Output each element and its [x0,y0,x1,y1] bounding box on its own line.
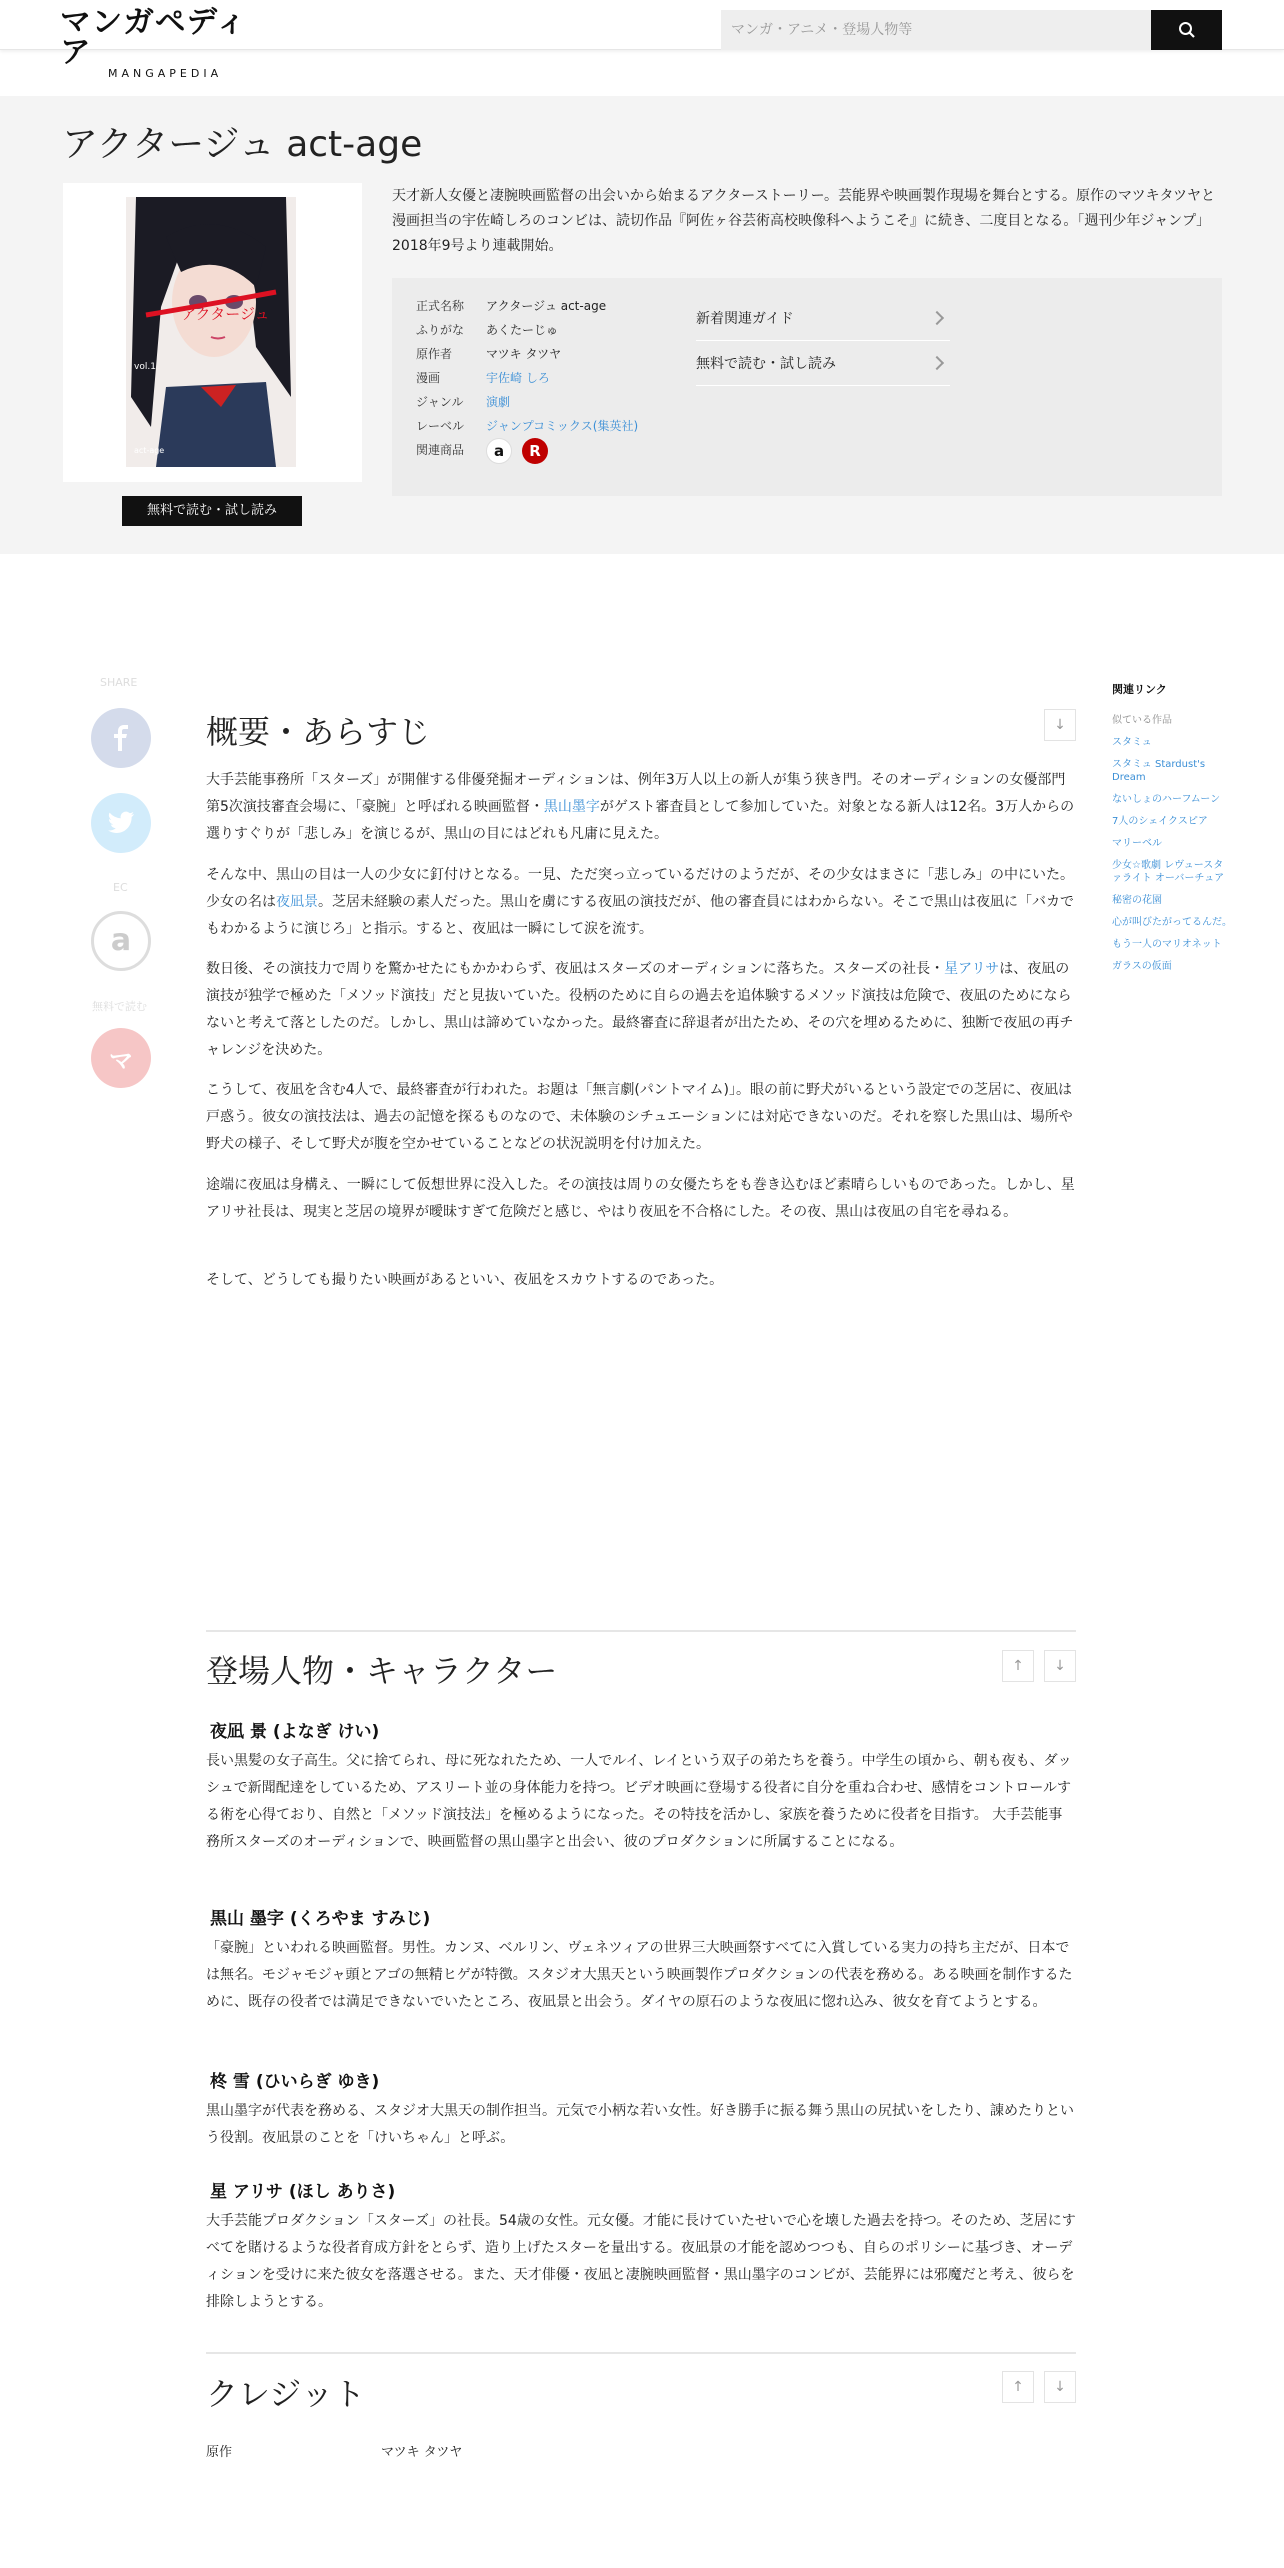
new-guide-link[interactable] [696,296,950,341]
credit-key: 原作 [206,2445,233,2460]
free-read-label: 無料で読む [92,1000,147,1013]
related-link[interactable]: 心が叫びたがってるんだ。 [1112,917,1232,928]
section-divider [206,1630,1076,1632]
info-row-furigana [416,318,638,342]
related-link[interactable]: もう一人のマリオネット [1112,939,1222,950]
genre-link[interactable]: 演劇 [486,395,511,409]
characters-down-button[interactable] [1044,1650,1076,1682]
twitter-icon [107,811,135,835]
svg-text:アクタージュ: アクタージュ [181,305,270,323]
facebook-icon [111,725,131,751]
related-link[interactable]: スタミュ Stardust's Dream [1112,759,1206,783]
arrow-down-icon: ↓ [1054,717,1066,733]
related-link[interactable]: マリーベル [1112,838,1162,849]
side-link-label: 新着関連ガイド [696,311,794,327]
info-value: あくたーじゅ [486,323,559,337]
credit-value: マツキ タツヤ [381,2445,463,2460]
overview-paragraph [206,1267,1076,1294]
info-row-official-name [416,294,638,318]
info-key: 正式名称 [416,299,465,313]
logo-main-text: マンガペディア [60,5,248,70]
chevron-right-icon [930,311,944,325]
chevron-right-icon [930,356,944,370]
credits-down-button[interactable] [1044,2371,1076,2403]
related-link[interactable]: ガラスの仮面 [1112,961,1172,972]
side-links [696,296,950,386]
overview-paragraph [206,862,1076,943]
work-summary: 天才新人女優と凄腕映画監督の出会いから始まるアクターストーリー。芸能界や映画製作現場を舞台とする。原作のマツキタツヤと漫画担当の宇佐崎しろのコンビは、読切作品『阿佐ヶ谷芸術高校映像科へようこそ』に続き、二度目となる。「週刊少年ジャンプ」2018年9号より連載開始。 [392,188,1216,254]
paragraph-text: がゲスト審査員として参加していた。対象となる新人は12名。3万人からの選りすぐりが「悲しみ」を演じるが、黒山の目にはどれも凡庸に見えた。 [206,799,1075,842]
artist-link[interactable]: 宇佐崎 しろ [486,371,550,385]
overview-paragraph [206,767,1076,848]
info-row-artist [416,366,638,390]
svg-text:vol.1: vol.1 [134,362,156,372]
info-value: マツキ タツヤ [486,347,562,361]
ec-label: EC [113,881,128,894]
characters-up-button[interactable] [1002,1650,1034,1682]
paragraph-text: は、夜凪の演技が独学で極めた「メソッド演技」だと見抜いていた。役柄のために自らの過去を追体験するメソッド演技は危険で、夜凪のためにならないと考えて落としたのだ。しかし、黒山は諦めていなかった。最終審査に辞退者が出たため、その穴を埋めるために、独断で夜凪の再チャレンジを決めた。 [206,961,1074,1058]
page-title: アクタージュ act-age [62,124,423,165]
info-row-author [416,342,638,366]
site-logo[interactable] [60,5,262,80]
info-row-label [416,414,638,438]
search-icon [1178,21,1196,39]
arrow-up-icon: ↑ [1012,1658,1024,1674]
site-header [0,0,1284,80]
character-link-kuroyama[interactable]: 黒山墨字 [543,799,600,815]
share-label: SHARE [100,676,138,689]
amazon-icon[interactable]: a [486,438,512,464]
related-category: 似ている作品 [1112,715,1172,726]
overview-down-button[interactable] [1044,709,1076,741]
work-info-table [416,294,638,462]
character-description: 大手芸能プロダクション「スターズ」の社長。54歳の女性。元女優。才能に長けていたせいで心を壊した過去を持つ。そのため、芝居にすべてを賭けるような役者育成方針をとらず、造り上げたスターを量出する。夜凪景の才能を認めつつも、自らのポリシーに基づき、オーディションを受けに来た彼女を落選させる。また、天才俳優・夜凪と凄腕映画監督・黒山墨字のコンビが、芸能界には邪魔だと考え、彼らを排除しようとする。 [206,2213,1076,2310]
amazon-share-button[interactable] [91,911,151,971]
paragraph-text: 数日後、その演技力で周りを驚かせたにもかかわらず、夜凪はスターズのオーディションに落ちた。スターズの社長・ [206,961,945,977]
related-links [1112,681,1232,982]
character-name: 夜凪 景 (よなぎ けい) [210,1722,380,1742]
twitter-share-button[interactable] [91,793,151,853]
related-link[interactable]: ないしょのハーフムーン [1112,794,1221,805]
free-read-link[interactable] [696,341,950,386]
credits-title: クレジット [206,2375,366,2413]
info-key: 関連商品 [416,443,465,457]
info-key: ジャンル [416,395,464,409]
logo-sub-text: MANGAPEDIA [108,67,223,80]
info-row-products [416,438,638,462]
product-icons [486,438,548,462]
info-key: 漫画 [416,371,441,385]
info-value: アクタージュ act-age [486,299,607,313]
svg-text:act-age: act-age [134,446,165,455]
overview-title: 概要・あらすじ [206,713,431,751]
character-description: 黒山墨字が代表を務める、スタジオ大黒天の制作担当。元気で小柄な若い女性。好き勝手に振る舞う黒山の尻拭いをしたり、諌めたりという役割。夜凪景のことを「けいちゃん」と呼ぶ。 [206,2103,1074,2146]
related-link[interactable]: 少女☆歌劇 レヴュースタァライト オーバーチュア [1112,860,1225,884]
info-key: ふりがな [416,323,465,337]
overview-paragraph [206,1172,1076,1226]
paragraph-text: そんな中、黒山の目は一人の少女に釘付けとなる。一見、ただ突っ立っているだけのようだが、その少女はまさに「悲しみ」の中にいた。少女の名は [206,867,1074,910]
related-link[interactable]: 7人のシェイクスピア [1112,816,1208,827]
overview-paragraph [206,956,1076,1064]
cover-image[interactable] [126,197,296,467]
character-name: 星 アリサ (ほし ありさ) [210,2182,396,2202]
work-info-box [392,278,1222,496]
related-title: 関連リンク [1112,683,1167,696]
free-read-share-button[interactable] [91,1028,151,1088]
characters-title: 登場人物・キャラクター [206,1652,558,1690]
related-link[interactable]: 秘密の花園 [1112,895,1162,906]
label-link[interactable]: ジャンプコミックス(集英社) [486,419,639,433]
character-description: 「豪腕」といわれる映画監督。男性。カンヌ、ベルリン、ヴェネツィアの世界三大映画祭すべてに入賞している実力の持ち主だが、日本では無名。モジャモジャ頭とアゴの無精ヒゲが特徴。スタジオ大黒天という映画製作プロダクションの代表を務める。ある映画を制作するために、既存の役者では満足できないでいたところ、夜凪景と出会う。ダイヤの原石のような夜凪に惚れ込み、彼女を育てようとする。 [206,1940,1073,2010]
character-name: 柊 雪 (ひいらぎ ゆき) [210,2072,380,2092]
arrow-up-icon: ↑ [1012,2379,1024,2395]
paragraph-text: こうして、夜凪を含む4人で、最終審査が行われた。お題は「無言劇(パントマイム)」。眼の前に野犬がいるという設定での芝居に、夜凪は戸惑う。彼女の演技法は、過去の記憶を探るものなので、未体験のシチュエーションには対応できないのだ。それを察した黒山は、場所や野犬の様子、そして野犬が腹を空かせていることなどの状況説明を付け加えた。 [206,1082,1073,1152]
overview-paragraph [206,1077,1076,1158]
info-row-genre [416,390,638,414]
section-divider [206,2352,1076,2354]
character-name: 黒山 墨字 (くろやま すみじ) [210,1909,431,1929]
credits-up-button[interactable] [1002,2371,1034,2403]
search-button[interactable] [1151,10,1222,50]
search-input[interactable]: マンガ・アニメ・登場人物等 [721,10,1151,50]
info-key: 原作者 [416,347,453,361]
paragraph-text: 大手芸能事務所「スターズ」が開催する俳優発掘オーディションは、例年3万人以上の新人が集う狭き門。そのオーディションの女優部門第5次演技審査会場に、「豪腕」と呼ばれる映画監督・ [206,772,1066,815]
character-link-hoshi[interactable]: 星アリサ [944,961,1000,977]
character-link-yonagi[interactable]: 夜凪景 [276,894,318,910]
rakuten-icon[interactable]: R [522,438,548,464]
side-link-label: 無料で読む・試し読み [696,356,836,372]
free-read-icon: マ [109,1046,133,1075]
amazon-share-icon: a [110,923,132,958]
related-link[interactable]: スタミュ [1112,737,1152,748]
character-description: 長い黒髪の女子高生。父に捨てられ、母に死なれたため、一人でルイ、レイという双子の弟たちを養う。中学生の頃から、朝も夜も、ダッシュで新聞配達をしているため、アスリート並の身体能力を持つ。ビデオ映画に登場する役者に自分を重ね合わせ、感情をコントロールする術を心得ており、自然と「メソッド演技法」を極めるようになった。その特技を活かし、家族を養うために役者を目指す。 大手芸能事務所スターズのオーディションで、映画監督の黒山墨字と出会い、彼のプロダクションに所属することになる。 [206,1753,1072,1850]
paragraph-text: 。芝居未経験の素人だった。黒山を虜にする夜凪の演技だが、他の審査員にはわからない。そこで黒山は夜凪に「バカでもわかるように演じろ」と指示。すると、夜凪は一瞬にして涙を流す。 [206,894,1074,937]
arrow-down-icon: ↓ [1054,2379,1066,2395]
paragraph-text: 途端に夜凪は身構え、一瞬にして仮想世界に没入した。その演技は周りの女優たちをも巻き込むほど素晴らしいものであった。しかし、星アリサ社長は、現実と芝居の境界が曖昧すぎて危険だと感じ、やはり夜凪を不合格にした。その夜、黒山は夜凪の自宅を尋ねる。 [206,1177,1075,1220]
info-key: レーベル [416,419,465,433]
paragraph-text: そして、どうしても撮りたい映画があるといい、夜凪をスカウトするのであった。 [206,1272,724,1288]
arrow-down-icon: ↓ [1054,1658,1066,1674]
cover-frame [63,183,362,482]
trial-read-button[interactable]: 無料で読む・試し読み [122,496,302,526]
facebook-share-button[interactable] [91,708,151,768]
